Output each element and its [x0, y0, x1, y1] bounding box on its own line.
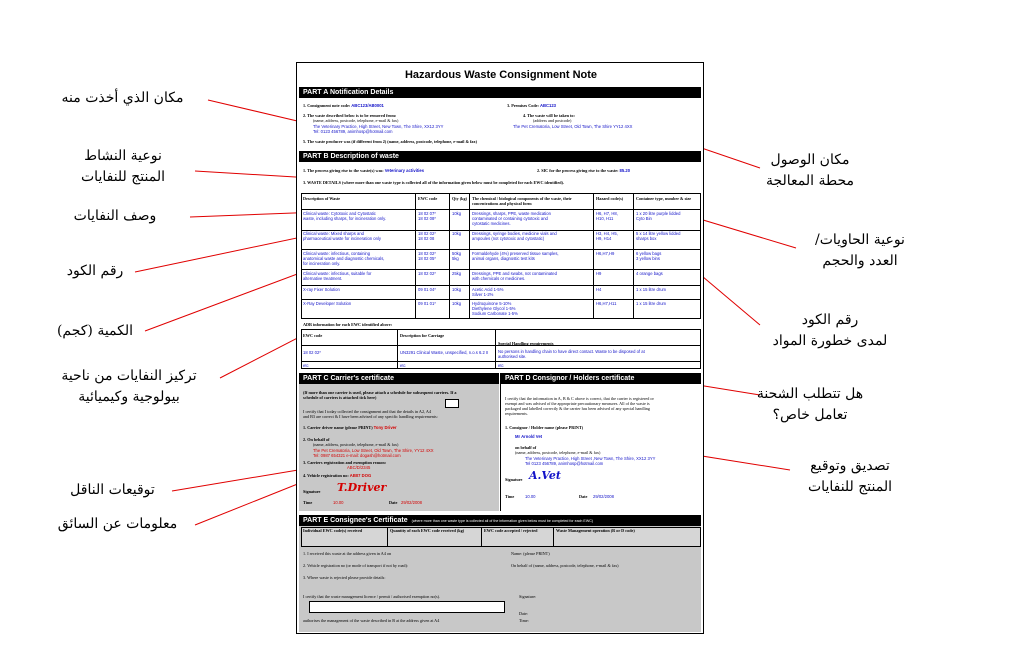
waste-cell-desc: for incineration only.	[303, 261, 341, 266]
annotation-waste-description	[40, 206, 190, 227]
waste-cell-comp: Sodium Carbonate 1-5%	[472, 311, 518, 316]
waste-cell-haz: H9, H14	[596, 236, 612, 241]
waste-cell-cont: 1 x 15 litre drum	[636, 287, 667, 292]
waste-cell-comp: Diethylene Glycol 1-5%	[472, 306, 516, 311]
consignor-behalf-hint: (name, address, postcode, telephone, e-mail & fax)	[515, 450, 601, 455]
annotation-code-number	[50, 261, 140, 282]
waste-cell-qty: 10kg	[452, 211, 462, 216]
carrier-behalf-label: 2. On behalf of	[303, 437, 330, 442]
adr-etc: etc	[400, 363, 406, 368]
col-components: The chemical / biological components of the waste, their concentrations and physical form	[472, 196, 572, 206]
carrier-certify-2: and B3 are correct & I have been advised of any specific handling requirements:	[303, 414, 438, 419]
waste-cell-cont: sharps box	[636, 236, 657, 241]
carrier-certify-1: I certify that I today collected the consignment and that the details in A2, A4	[303, 409, 432, 414]
waste-cell-ewc: 18 02 02*	[418, 231, 436, 236]
consignor-signature-label: Signature	[505, 477, 523, 482]
removed-from-address: The Veterinary Practice, High Street, New Town, The Shire, XX12 3YY	[313, 124, 444, 129]
consignee-vehicle-label: 2. Vehicle registration no (or mode of transport if not by road):	[303, 563, 409, 568]
waste-cell-comp: contaminated or containing cytotoxic and	[472, 216, 548, 221]
annotation-text: رقم الكود	[801, 312, 859, 328]
col-qty: Qty (kg)	[452, 196, 468, 201]
waste-cell-comp: animal organs, diagnostic test kits	[472, 256, 535, 261]
annotation-text: مكان الوصول	[770, 152, 850, 168]
schedule-checkbox[interactable]	[445, 399, 459, 408]
consignee-col-ewc: Individual EWC code(s) received	[303, 528, 363, 533]
waste-cell-desc: X-ray Fixer Solution	[303, 287, 340, 292]
waste-cell-comp: Dressings, syringe bodies, medicine vials and	[472, 231, 557, 236]
waste-cell-comp: Acetic Acid 1-5%	[472, 287, 504, 292]
label: 4. Vehicle registration no:	[303, 473, 350, 478]
annotation-text: نوعية الحاويات/	[815, 232, 905, 248]
part-c-header: PART C Carrier's certificate	[299, 373, 499, 384]
waste-cell-comp: Dressings, sharps, PPE, waste medication	[472, 211, 551, 216]
annotation-text: المنتج للنفايات	[808, 479, 892, 495]
part-e-title: PART E Consignee's Certificate	[303, 517, 408, 524]
waste-details-label: 3. WASTE DETAILS (where more than one waste type is collected all of the information given below must be completed for each EWC identified).	[303, 180, 564, 185]
adr-etc: etc	[303, 363, 309, 368]
licence-input[interactable]	[309, 601, 505, 613]
annotation-text: هل تتطلب الشحنة	[756, 386, 864, 402]
annotation-text: محطة المعالجة	[765, 173, 855, 189]
consignment-code-value: ABC123/AB0001	[351, 103, 384, 108]
waste-cell-haz: H3, H4, H5,	[596, 231, 618, 236]
waste-cell-desc: Clinical waste: infectious, containing	[303, 251, 371, 256]
adr-col-ewc: EWC code	[303, 333, 323, 338]
waste-cell-ewc: 18 02 02*	[418, 251, 436, 256]
consignee-col-accepted: EWC code accepted / rejected	[484, 528, 538, 533]
adr-special-line1: No persons in handling chain to have direct contact. Waste to be disposed of at	[498, 349, 645, 354]
carrier-behalf-hint: (name, address, postcode, telephone, e-mail & fax)	[313, 442, 399, 447]
waste-cell-desc: Clinical waste: Cytotoxic and Cytostatic	[303, 211, 376, 216]
carrier-registration-value: ABC/D/2345	[347, 465, 371, 470]
waste-cell-comp: Silver 1-2%	[472, 292, 494, 297]
consignee-col-qty: Quantity of each EWC code received (kg)	[390, 528, 465, 533]
annotation-concentration	[40, 366, 218, 408]
annotation-text: توقيعات الناقل	[70, 482, 155, 498]
annotation-quantity	[40, 321, 150, 342]
waste-cell-desc: Clinical waste: Mixed sharps and	[303, 231, 364, 236]
waste-cell-desc: anatomical waste and diagnostic chemicals,	[303, 256, 385, 261]
sic-label	[537, 168, 630, 173]
col-ewc: EWC code	[418, 196, 438, 201]
waste-cell-desc: waste, including sharps, for incineration only.	[303, 216, 387, 221]
waste-cell-qty: 10kg	[452, 287, 462, 292]
consignor-time-value: 10.00	[525, 494, 536, 499]
consignor-certify-3: packaged and labelled correctly & the carrier has been advised of any special handling	[505, 406, 650, 411]
annotation-driver-info	[40, 514, 195, 535]
consignee-behalf-label: On behalf of (name, address, postcode, telephone, e-mail & fax)	[511, 563, 619, 568]
part-b-header: PART B Description of waste	[299, 151, 701, 162]
waste-cell-haz: H6, H7, H8,	[596, 211, 618, 216]
adr-etc: etc	[498, 363, 504, 368]
consignee-date-label: Date:	[519, 611, 529, 616]
annotation-text: معلومات عن السائق	[57, 516, 178, 532]
carrier-date-label: Date	[389, 500, 398, 505]
consignor-contact: Tel 0123 456789, animhosp@hotmail.com	[525, 461, 604, 466]
removed-from-label: 2. The waste described below is to be removed from:	[303, 113, 397, 118]
consignor-date-label: Date	[579, 494, 588, 499]
adr-carriage-value: UN3291 Clinical Waste, unspecified, n.o.s 6.2 II	[400, 350, 489, 355]
label: 1. Carrier driver name (please PRINT)	[303, 425, 374, 430]
taken-to-address: The Pet Crematoria, Low Street, Old Town, The Shire YY12 4XX	[513, 124, 633, 129]
carrier-time-label: Time	[303, 500, 313, 505]
received-label: 1. I received this waste at the address given in A4 on	[303, 551, 392, 556]
vehicle-reg-label	[303, 473, 371, 478]
waste-cell-cont: 1 x 15 litre drum	[636, 301, 667, 306]
waste-cell-cont: Cyto Bin	[636, 216, 652, 221]
arrow-activity	[195, 171, 312, 178]
carrier-signature: T.Driver	[337, 481, 387, 494]
annotation-text: بيولوجية وكيميائية	[78, 389, 180, 405]
carrier-intro-1: (If more than one carrier is used, please attach a schedule for subsequent carriers. If a	[303, 390, 457, 395]
removed-from-contact: Tel: 0123 456789, animhosp@hotmail.com	[313, 129, 393, 134]
consignor-certify-4: requirements.	[505, 411, 528, 416]
waste-cell-comp: Dressings, PPE and swabs, not contaminated	[472, 271, 557, 276]
process-value: Veterinary activities	[384, 168, 425, 173]
col-hazard: Hazard code(s)	[596, 196, 624, 201]
adr-special-line2: authorised site.	[498, 354, 527, 359]
waste-cell-desc: pharmaceutical waste for incineration only	[303, 236, 381, 241]
annotation-carrier-signatures	[55, 480, 170, 501]
carrier-contact: Tel: 0987 654321 e-mail: dogash@hotmail.com	[313, 453, 401, 458]
consignment-note	[296, 62, 704, 634]
taken-to-hint: (address and postcode)	[533, 118, 572, 123]
consignor-name-value: Mr Arnold Vet	[515, 434, 543, 439]
consignee-time-label: Time:	[519, 618, 529, 623]
annotation-text: وصف النفايات	[73, 208, 157, 224]
carrier-address: The Pet Crematoria, Low Street, Old Town, The Shire, YY12 4XX	[313, 448, 434, 453]
driver-name-label	[303, 425, 397, 430]
annotation-consignor-cert	[790, 456, 910, 498]
vehicle-reg-value: AB07 DOG	[349, 473, 372, 478]
waste-cell-desc: X-Ray Developer Solution	[303, 301, 352, 306]
consignee-name-label: Name: (please PRINT)	[511, 551, 550, 556]
col-container: Container type, number & size	[636, 196, 692, 201]
driver-name-value: Tony Driver	[373, 425, 397, 430]
authorises-label: authorises the management of the waste described in B at the address given at A4	[303, 618, 440, 623]
annotation-text: لمدى خطورة المواد	[772, 333, 888, 349]
arrow-origin	[208, 100, 310, 124]
waste-cell-comp: cytostatic medicines.	[472, 221, 511, 226]
carrier-intro-2: schedule of carriers is attached tick here)	[303, 395, 377, 400]
waste-cell-desc: Clinical waste: infectious, suitable for	[303, 271, 372, 276]
consignor-time-label: Time	[505, 494, 515, 499]
part-a-header: PART A Notification Details	[299, 87, 701, 98]
annotation-text: رقم الكود	[66, 263, 124, 279]
annotation-containers	[795, 230, 925, 272]
adr-ewc-value: 18 02 02*	[303, 350, 321, 355]
process-label	[303, 168, 424, 173]
waste-cell-ewc: 18 02 08*	[418, 216, 436, 221]
rejected-details-label: 3. Where waste is rejected please provide details:	[303, 575, 386, 580]
waste-cell-desc: alternative treatment.	[303, 276, 343, 281]
part-d-header: PART D Consignor / Holders certificate	[501, 373, 701, 384]
waste-cell-cont: 3 yellow bins	[636, 256, 660, 261]
annotation-text: المنتج للنفايات	[81, 169, 165, 185]
waste-cell-comp: Formaldehyde (4%) preserved tissue samples,	[472, 251, 559, 256]
waste-cell-ewc: 18 02 08	[418, 236, 435, 241]
waste-cell-comp: Hydroquinone 5-10%	[472, 301, 512, 306]
waste-cell-comp: with chemicals or medicines.	[472, 276, 526, 281]
premises-code-value: ABC123	[539, 103, 557, 108]
annotation-destination	[745, 150, 875, 192]
carrier-signature-label: Signature	[303, 489, 321, 494]
annotation-text: تركيز النفايات من ناحية	[61, 368, 197, 384]
carrier-date-value: 29/02/2008	[401, 500, 422, 505]
premises-code-label	[507, 103, 556, 108]
consignor-certify-1: I certify that the information in A, B & C above is correct, that the carrier is registered or	[505, 396, 654, 401]
carrier-time-value: 10.00	[333, 500, 344, 505]
licence-label: I certify that the waste management licence / permit / authorised exemption no(s).	[303, 594, 441, 599]
consignment-code-label	[303, 103, 384, 108]
document-title: Hazardous Waste Consignment Note	[404, 69, 598, 81]
annotation-hazard-code	[760, 310, 900, 352]
waste-cell-cont: 1 x 20 litre purple lidded	[636, 211, 681, 216]
waste-cell-cont: 4 orange bags	[636, 271, 663, 276]
annotation-text: تصديق وتوقيع	[810, 458, 890, 474]
label: 1. Consignment note code:	[303, 103, 352, 108]
consignor-name-label: 1. Consignor / Holder name (please PRINT)	[505, 425, 584, 430]
taken-to-label: 4. The waste will be taken to:	[523, 113, 575, 118]
waste-cell-haz: H6,H7,H11	[596, 301, 617, 306]
removed-from-hint: (name, address, postcode, telephone, e-mail & fax)	[313, 118, 399, 123]
adr-label: ADR information for each EWC identified above:	[303, 322, 393, 327]
waste-cell-cont: 5 x 14 litre yellow lidded	[636, 231, 681, 236]
consignor-signature: A.Vet	[529, 469, 561, 482]
waste-cell-haz: H4	[596, 287, 602, 292]
annotation-text: العدد والحجم	[822, 253, 898, 269]
annotation-text: تعامل خاص؟	[772, 407, 848, 423]
consignor-address: The Veterinary Practice, High Street ,New Town, The Shire, XX12 3YY	[525, 456, 656, 461]
waste-cell-qty: 25kg	[452, 271, 462, 276]
annotation-producer-activity	[48, 146, 198, 188]
waste-cell-cont: 6 yellow bags	[636, 251, 662, 256]
sic-value: 85.20	[619, 168, 631, 173]
col-description: Description of Waste	[303, 196, 341, 201]
carrier-registration-label: 3. Carriers registration and exemption reason:	[303, 460, 387, 465]
waste-cell-ewc: 18 02 05*	[418, 256, 436, 261]
waste-cell-ewc: 09 01 04*	[418, 287, 436, 292]
annotation-text: الكمية (كجم)	[56, 323, 134, 339]
consignor-certify-2: exempt and was advised of the appropriate precautionary measures. All of the waste is	[505, 401, 650, 406]
annotation-special-handling	[740, 384, 880, 426]
consignee-signature-label: Signature:	[519, 594, 537, 599]
label: 2. SIC for the process giving rise to the waste:	[537, 168, 620, 173]
label: 3. Premises Code:	[507, 103, 540, 108]
producer-label: 5. The waste producer was (if different from 2) (name, address, postcode, telephone, e-mail & fax)	[303, 139, 477, 144]
waste-cell-qty: 50kg 5kg	[452, 251, 462, 261]
waste-cell-qty: 10kg	[452, 231, 462, 236]
waste-cell-haz: H10, H11	[596, 216, 614, 221]
annotation-text: مكان الذي أخذت منه	[61, 90, 184, 106]
label: 1. The process giving rise to the waste(s) was:	[303, 168, 385, 173]
consignor-date-value: 29/02/2008	[593, 494, 614, 499]
waste-cell-ewc: 18 02 02*	[418, 271, 436, 276]
waste-cell-qty: 10kg	[452, 301, 462, 306]
waste-cell-haz: H9	[596, 271, 602, 276]
annotation-text: نوعية النشاط	[84, 148, 162, 164]
part-e-note: (where more than one waste type is collected all of the information given below must be completed for each EWC)	[411, 519, 593, 523]
waste-cell-ewc: 18 02 07*	[418, 211, 436, 216]
consignee-col-operation: Waste Management operation (R or D code)	[556, 528, 635, 533]
adr-col-special: Special Handling requirements	[498, 341, 554, 346]
part-e-header	[299, 515, 701, 526]
waste-cell-ewc: 09 01 01*	[418, 301, 436, 306]
adr-col-carriage: Description for Carriage	[400, 333, 445, 338]
annotation-origin	[40, 88, 205, 109]
consignor-behalf-label: on behalf of	[515, 445, 537, 450]
waste-cell-comp: ampoules (not cytotoxic and cytostatic)	[472, 236, 545, 241]
waste-cell-haz: H6,H7,H9	[596, 251, 615, 256]
